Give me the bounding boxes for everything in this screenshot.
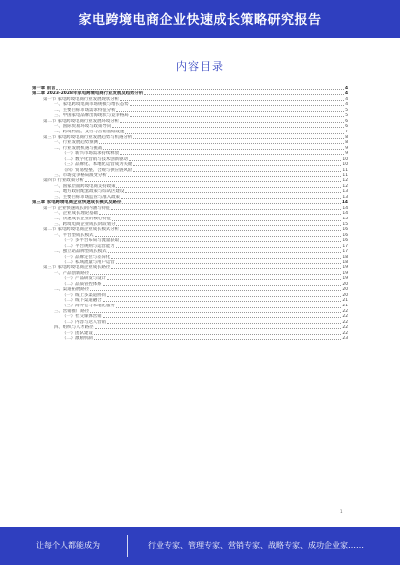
toc-entry-title: （三）海外仓与本地化服务: [62, 303, 115, 309]
toc-entry-title: 第三节 家电跨境电商行业发展趋势与机遇分析: [43, 134, 133, 140]
toc-entry-page: 14: [341, 200, 348, 206]
toc-leader-dots: [94, 334, 342, 335]
report-header-bar: [0, 0, 400, 38]
toc-entry-page: 17: [342, 243, 348, 249]
toc-leader-dots: [133, 138, 344, 139]
toc-entry-page: 8: [345, 134, 348, 140]
toc-leader-dots: [116, 307, 342, 308]
toc-leader-dots: [56, 89, 343, 90]
toc-entry-page: 13: [342, 189, 348, 195]
toc-entry-title: 三、跨境电商企业成长阶段划分: [54, 221, 116, 227]
toc-entry-title: 第一章 前言: [32, 86, 56, 91]
toc-leader-dots: [108, 252, 342, 253]
toc-entry-page: 5: [345, 107, 348, 113]
toc-entry-title: （一）社交媒体营销: [62, 314, 102, 320]
toc-entry-page: 15: [342, 216, 348, 222]
toc-leader-dots: [90, 290, 341, 291]
toc-leader-dots: [120, 230, 341, 231]
toc-entry-title: 二、快速成长企业的核心特征: [54, 216, 112, 222]
toc-leader-dots: [95, 236, 342, 237]
toc-entry-page: 9: [345, 151, 348, 157]
toc-entry-title: （一）团队建设: [62, 330, 93, 336]
toc-entry-page: 22: [342, 319, 348, 325]
toc-leader-dots: [112, 127, 344, 128]
toc-entry-title: 三、主要目标市场监管与准入政策: [54, 194, 120, 200]
toc-leader-dots: [103, 285, 342, 286]
toc-entry-title: 第四节 行业政策分析: [43, 178, 84, 184]
toc-entry-title: 三、中国家电品牌出海现状与竞争格局: [54, 113, 129, 119]
toc-entry-page: 19: [342, 270, 348, 276]
toc-entry-title: 二、主要目标市场需求特征分析: [54, 107, 116, 113]
toc-entry-title: （二）数字化营销与技术创新驱动: [62, 156, 128, 162]
toc-entry-title: 一、国际贸易环境与政策导向: [54, 124, 112, 130]
toc-entry-title: （二）品质管控体系: [62, 281, 102, 287]
toc-leader-dots: [133, 171, 341, 172]
toc-entry-title: 第二节 家电跨境电商行业发展环境分析: [43, 118, 120, 124]
toc-leader-dots: [107, 296, 341, 297]
toc-entry-page: 16: [342, 232, 348, 238]
toc-leader-dots: [125, 192, 341, 193]
toc-entry-page: 12: [342, 183, 348, 189]
toc-entry-page: 14: [342, 205, 348, 211]
toc-entry[interactable]: [32, 336, 348, 341]
toc-leader-dots: [107, 279, 341, 280]
toc-entry-title: 第二章 2023-2028年家电跨境电商行业发展及趋势分析: [32, 91, 144, 97]
toc-leader-dots: [111, 258, 341, 259]
toc-entry-title: （二）私域流量与用户运营: [62, 260, 115, 265]
toc-leader-dots: [122, 203, 341, 204]
table-of-contents: [32, 86, 348, 342]
toc-leader-dots: [103, 317, 342, 318]
toc-entry-page: 19: [342, 276, 348, 282]
toc-entry-page: 18: [342, 254, 348, 260]
toc-entry-title: 四、组织与人才路径: [54, 325, 94, 331]
toc-leader-dots: [103, 149, 344, 150]
toc-entry-title: 第二节 家电跨境电商企业成长模式分析: [43, 227, 120, 233]
toc-entry-title: （一）线上多渠道协同: [62, 292, 106, 298]
toc-entry-page: 18: [342, 260, 348, 265]
toc-entry-page: 20: [342, 287, 348, 293]
toc-leader-dots: [94, 339, 342, 340]
toc-leader-dots: [95, 328, 342, 329]
toc-leader-dots: [99, 143, 344, 144]
toc-leader-dots: [85, 181, 341, 182]
toc-entry-title: 二、行业发展机遇与挑战: [54, 145, 103, 151]
toc-entry-page: 22: [342, 330, 348, 336]
toc-entry-title: 一、国家层面跨境电商支持政策: [54, 183, 116, 189]
toc-entry-title: （一）产品研发与设计: [62, 276, 106, 282]
toc-entry-page: 9: [345, 145, 348, 151]
toc-entry-page: 12: [342, 178, 348, 184]
toc-leader-dots: [120, 154, 344, 155]
toc-entry-page: 16: [342, 227, 348, 233]
toc-entry-title: （一）新兴市场需求持续释放: [62, 151, 120, 157]
toc-leader-dots: [112, 220, 341, 221]
toc-leader-dots: [130, 105, 345, 106]
toc-entry-title: 一、企业成长理论基础: [54, 211, 98, 217]
toc-leader-dots: [116, 247, 342, 248]
toc-leader-dots: [111, 209, 341, 210]
toc-entry-title: 二、独立站品牌型成长模式: [54, 249, 107, 255]
toc-entry-title: （三）品牌化、本地化运营成为关键: [62, 162, 133, 168]
toc-leader-dots: [103, 301, 342, 302]
toc-leader-dots: [116, 263, 342, 264]
toc-entry-page: 16: [342, 238, 348, 244]
toc-entry-page: 20: [342, 281, 348, 287]
toc-entry-title: （二）线下渠道融合: [62, 298, 102, 304]
toc-entry-page: 4: [344, 86, 348, 91]
toc-entry-page: 10: [342, 156, 348, 162]
toc-leader-dots: [111, 268, 341, 269]
toc-entry-page: 20: [342, 292, 348, 298]
toc-leader-dots: [120, 241, 341, 242]
toc-entry-title: 一、行业发展趋势预测: [54, 140, 98, 146]
toc-leader-dots: [120, 100, 344, 101]
toc-entry-title: 第一节 企业快速成长的内涵与特征: [43, 205, 111, 211]
toc-entry-title: （一）品牌定位与差异化: [62, 254, 111, 260]
toc-entry-page: 13: [342, 194, 348, 200]
toc-entry-title: 三、营销推广路径: [54, 308, 90, 314]
footer-bar: [0, 527, 400, 565]
toc-entry-page: 22: [342, 314, 348, 320]
toc-entry-title: （一）多平台布局与流量获取: [62, 238, 120, 244]
toc-entry-title: 二、跨境物流、支付与营销基础设施: [54, 129, 125, 135]
toc-leader-dots: [120, 122, 344, 123]
toc-entry-title: 二、渠道拓展路径: [54, 287, 90, 293]
toc-leader-dots: [116, 187, 341, 188]
toc-entry-title: 一、家电跨境电商市场规模与增长态势: [54, 102, 129, 108]
toc-entry-page: 19: [342, 265, 348, 271]
toc-leader-dots: [125, 133, 344, 134]
toc-entry-title: （二）内容与达人营销: [62, 319, 106, 325]
toc-entry-page: 23: [342, 336, 348, 342]
toc-entry-page: 11: [342, 173, 348, 178]
toc-entry-title: （四）贸易壁垒、合规与供应链风险: [62, 167, 133, 173]
toc-heading: 内容目录: [176, 60, 224, 73]
toc-leader-dots: [130, 116, 345, 117]
footer-tagline: 行业专家、管理专家、营销专家、战略专家、成功企业家……: [148, 541, 364, 550]
toc-entry-title: 一、产品创新路径: [54, 270, 90, 276]
toc-entry-page: 7: [345, 129, 348, 135]
toc-entry-page: 6: [345, 124, 348, 130]
toc-leader-dots: [121, 198, 342, 199]
toc-entry-title: 三、市场竞争格局演变分析: [54, 173, 107, 178]
page-number: 1: [340, 509, 343, 514]
toc-entry-page: 14: [342, 211, 348, 217]
toc-leader-dots: [99, 214, 341, 215]
footer-slogan: 让每个人都能成为: [36, 541, 100, 550]
toc-leader-dots: [107, 323, 341, 324]
toc-leader-dots: [116, 225, 341, 226]
toc-leader-dots: [144, 94, 344, 95]
toc-entry-page: 21: [342, 303, 348, 309]
report-title: 家电跨境电商企业快速成长策略研究报告: [78, 13, 322, 28]
toc-entry-page: 5: [345, 113, 348, 119]
footer-divider: [127, 535, 128, 557]
toc-entry-title: 二、地方政府配套政策与综试区建设: [54, 189, 125, 195]
toc-leader-dots: [116, 111, 344, 112]
toc-leader-dots: [90, 312, 341, 313]
toc-entry-title: 第一节 家电跨境电商行业发展现状分析: [43, 96, 120, 102]
toc-entry-page: 10: [342, 162, 348, 168]
toc-entry-page: 17: [342, 249, 348, 255]
toc-entry-page: 21: [342, 298, 348, 304]
toc-entry-page: 6: [345, 118, 348, 124]
toc-leader-dots: [90, 274, 341, 275]
toc-entry-page: 15: [342, 221, 348, 227]
toc-leader-dots: [129, 160, 342, 161]
toc-entry-page: 4: [344, 91, 348, 97]
toc-entry-title: 一、平台型成长模式: [54, 232, 94, 238]
toc-entry-title: （二）激励机制: [62, 336, 93, 342]
toc-entry-page: 22: [342, 308, 348, 314]
toc-leader-dots: [133, 165, 341, 166]
toc-entry-title: 第三节 家电跨境电商企业成长路径: [43, 265, 111, 271]
toc-leader-dots: [108, 176, 342, 177]
toc-entry-page: 22: [342, 325, 348, 331]
toc-entry-title: 第三章 家电跨境电商企业快速成长模式及路径: [32, 200, 122, 206]
toc-entry-page: 11: [342, 167, 348, 173]
toc-entry-page: 4: [345, 96, 348, 102]
toc-entry-page: 8: [345, 140, 348, 146]
toc-entry-title: （二）平台规则与运营能力: [62, 243, 115, 249]
toc-entry-page: 4: [345, 102, 348, 108]
